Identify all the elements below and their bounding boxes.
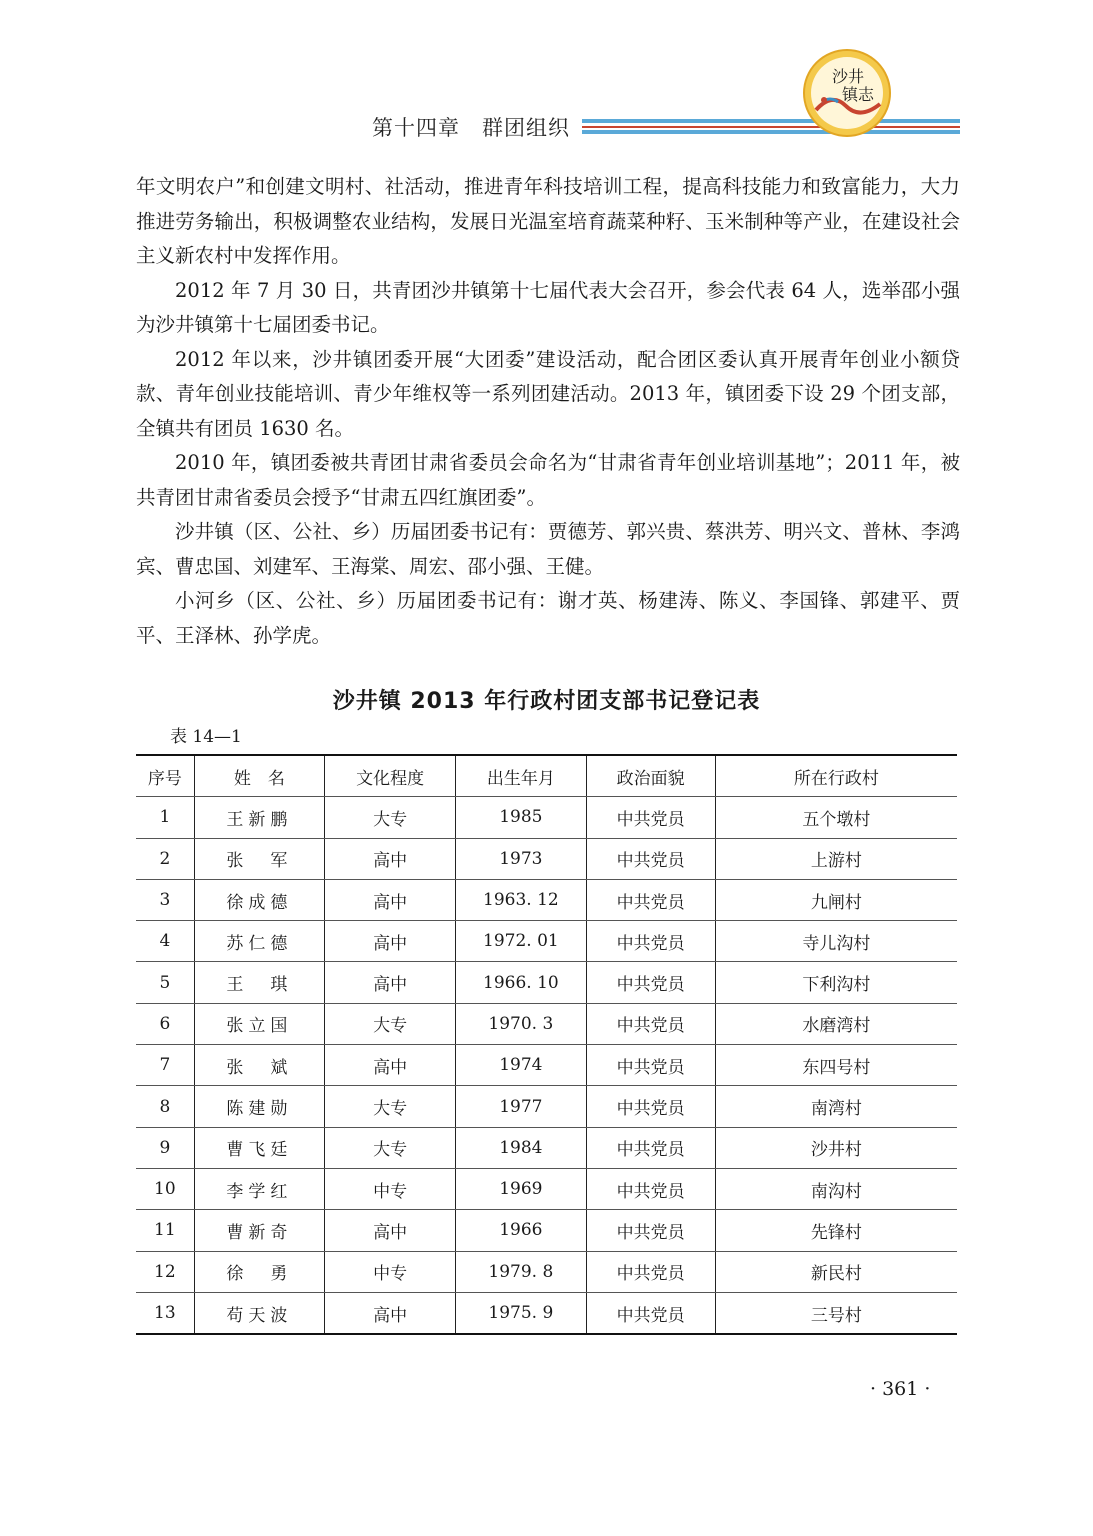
table-row [136,879,957,920]
header-cell: 文化程度 [325,755,456,797]
birth-cell: 1970. 3 [456,1003,586,1044]
education-cell: 高中 [325,838,456,879]
header-cell: 序号 [136,755,194,797]
education-cell: 高中 [325,1045,456,1086]
index-cell: 13 [136,1292,194,1334]
birth-cell: 1969 [456,1168,586,1209]
name-cell: 张 军 [194,838,324,879]
village-cell: 上游村 [715,838,957,879]
birth-cell: 1984 [456,1127,586,1168]
chapter-title: 第十四章 群团组织 [372,116,570,140]
name-cell: 苟天波 [194,1292,324,1334]
header-rule-blue-lower [582,130,960,134]
name-cell: 王新鹏 [194,797,324,838]
name-cell: 徐成德 [194,879,324,920]
header-cell: 姓 名 [194,755,324,797]
birth-cell: 1966. 10 [456,962,586,1003]
page-header [0,0,1093,150]
political-status-cell: 中共党员 [586,879,715,920]
birth-cell: 1977 [456,1086,586,1127]
index-cell: 2 [136,838,194,879]
name-cell: 张 斌 [194,1045,324,1086]
table-row [136,1168,957,1209]
education-cell: 大专 [325,1127,456,1168]
political-status-cell: 中共党员 [586,921,715,962]
index-cell: 4 [136,921,194,962]
birth-cell: 1973 [456,838,586,879]
name-cell: 陈建勋 [194,1086,324,1127]
header-cell: 政治面貌 [586,755,715,797]
political-status-cell: 中共党员 [586,838,715,879]
paragraph: 2012 年 7 月 30 日，共青团沙井镇第十七届代表大会召开，参会代表 64 人，选举邵小强为沙井镇第十七届团委书记。 [136,278,960,336]
political-status-cell: 中共党员 [586,797,715,838]
header-cell: 所在行政村 [715,755,957,797]
village-cell: 三号村 [715,1292,957,1334]
political-status-cell: 中共党员 [586,1003,715,1044]
index-cell: 11 [136,1210,194,1251]
education-cell: 高中 [325,921,456,962]
village-cell: 九闸村 [715,879,957,920]
index-cell: 10 [136,1168,194,1209]
gazetteer-seal-logo [802,48,892,138]
name-cell: 曹飞廷 [194,1127,324,1168]
index-cell: 5 [136,962,194,1003]
table-row [136,1292,957,1334]
header-cell: 出生年月 [456,755,586,797]
body-text [136,170,960,653]
seal-text-top: 沙井 [831,67,865,86]
table-row [136,797,957,838]
table-row [136,962,957,1003]
paragraph: 年文明农户”和创建文明村、社活动，推进青年科技培训工程，提高科技能力和致富能力，大力推进劳务输出，积极调整农业结构，发展日光温室培育蔬菜种籽、玉米制种等产业，在建设社会主义新农村中发挥作用。 [136,175,960,267]
village-cell: 先锋村 [715,1210,957,1251]
index-cell: 1 [136,797,194,838]
name-cell: 苏仁德 [194,921,324,962]
birth-cell: 1974 [456,1045,586,1086]
birth-cell: 1975. 9 [456,1292,586,1334]
table-row [136,1003,957,1044]
index-cell: 12 [136,1251,194,1292]
birth-cell: 1972. 01 [456,921,586,962]
education-cell: 高中 [325,962,456,1003]
name-cell: 王 琪 [194,962,324,1003]
table-number: 表 14—1 [170,727,242,747]
paragraph: 2012 年以来，沙井镇团委开展“大团委”建设活动，配合团区委认真开展青年创业小额贷款、青年创业技能培训、青少年维权等一系列团建活动。2013 年，镇团委下设 29 个团支部，全镇共有团员 1630 名。 [136,347,960,440]
education-cell: 大专 [325,1003,456,1044]
table-header-row [136,755,957,797]
village-cell: 东四号村 [715,1045,957,1086]
paragraph: 2010 年，镇团委被共青团甘肃省委员会命名为“甘肃省青年创业培训基地”；2011 年，被共青团甘肃省委员会授予“甘肃五四红旗团委”。 [136,451,960,509]
table-row [136,1086,957,1127]
political-status-cell: 中共党员 [586,1210,715,1251]
village-cell: 南沟村 [715,1168,957,1209]
name-cell: 曹新奇 [194,1210,324,1251]
name-cell: 徐 勇 [194,1251,324,1292]
name-cell: 张立国 [194,1003,324,1044]
political-status-cell: 中共党员 [586,1292,715,1334]
paragraph: 沙井镇（区、公社、乡）历届团委书记有：贾德芳、郭兴贵、蔡洪芳、明兴文、普林、李鸿宾、曹忠国、刘建军、王海棠、周宏、邵小强、王健。 [136,520,960,578]
birth-cell: 1963. 12 [456,879,586,920]
index-cell: 8 [136,1086,194,1127]
village-cell: 五个墩村 [715,797,957,838]
index-cell: 3 [136,879,194,920]
political-status-cell: 中共党员 [586,1127,715,1168]
header-rule-blue [582,119,960,123]
name-cell: 李学红 [194,1168,324,1209]
education-cell: 高中 [325,879,456,920]
index-cell: 9 [136,1127,194,1168]
table-row [136,1251,957,1292]
political-status-cell: 中共党员 [586,1251,715,1292]
table-title: 沙井镇 2013 年行政村团支部书记登记表 [332,689,761,714]
paragraph: 小河乡（区、公社、乡）历届团委书记有：谢才英、杨建涛、陈义、李国锋、郭建平、贾平、王泽林、孙学虎。 [136,589,960,647]
political-status-cell: 中共党员 [586,1168,715,1209]
table-body [136,797,957,1334]
village-cell: 沙井村 [715,1127,957,1168]
birth-cell: 1979. 8 [456,1251,586,1292]
index-cell: 6 [136,1003,194,1044]
table-row [136,1127,957,1168]
education-cell: 中专 [325,1251,456,1292]
education-cell: 大专 [325,1086,456,1127]
birth-cell: 1966 [456,1210,586,1251]
table-row [136,1045,957,1086]
village-cell: 新民村 [715,1251,957,1292]
page-number: · 361 · [870,1378,931,1400]
table-row [136,1210,957,1251]
village-cell: 寺儿沟村 [715,921,957,962]
seal-text-bottom: 镇志 [841,85,875,104]
secretary-register-table [136,754,957,1335]
political-status-cell: 中共党员 [586,962,715,1003]
village-cell: 南湾村 [715,1086,957,1127]
header-rule-red [582,126,960,128]
birth-cell: 1985 [456,797,586,838]
village-cell: 水磨湾村 [715,1003,957,1044]
village-cell: 下利沟村 [715,962,957,1003]
index-cell: 7 [136,1045,194,1086]
education-cell: 高中 [325,1210,456,1251]
table-row [136,921,957,962]
table-row [136,838,957,879]
education-cell: 高中 [325,1292,456,1334]
political-status-cell: 中共党员 [586,1045,715,1086]
education-cell: 大专 [325,797,456,838]
education-cell: 中专 [325,1168,456,1209]
political-status-cell: 中共党员 [586,1086,715,1127]
